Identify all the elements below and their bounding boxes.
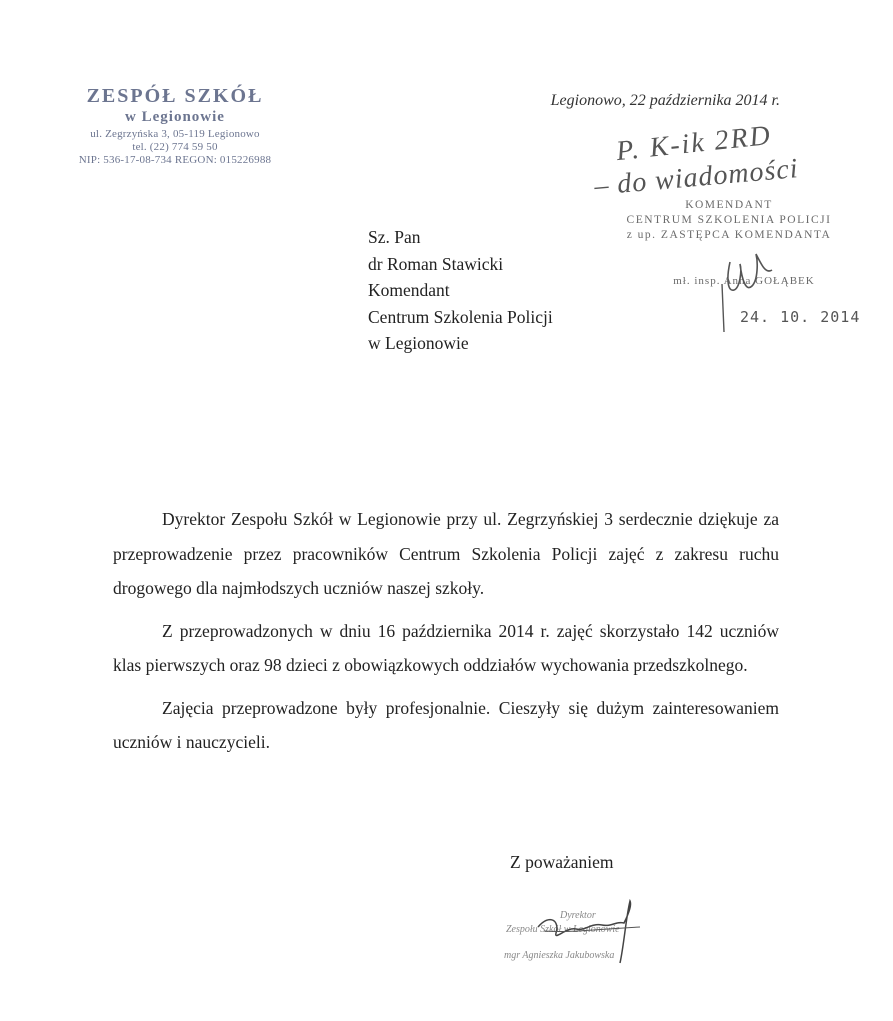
school-location: w Legionowie (125, 109, 225, 125)
letter-body (113, 502, 779, 768)
school-phone: tel. (22) 774 59 50 (132, 141, 218, 153)
closing-phrase: Z poważaniem (510, 852, 614, 872)
addressee-name: dr Roman Stawicki (368, 253, 504, 274)
handwritten-note-line1: P. K-ik 2RD (614, 119, 774, 168)
addressee-title: Komendant (368, 280, 450, 300)
handwritten-note-line2: – do wiadomości (592, 153, 800, 202)
director-stamp-line1: Dyrektor (560, 910, 596, 921)
body-paragraph-3: Zajęcia przeprowadzone były profesjonalnie. Cieszyły się dużym zainteresowaniem uczniów i nauczycieli. (113, 697, 779, 752)
addressee-city: w Legionowie (368, 333, 469, 353)
addressee-institution: Centrum Szkolenia Policji (368, 306, 553, 327)
director-stamp-line3: mgr Agnieszka Jakubowska (504, 950, 615, 961)
director-stamp-line2: Zespołu Szkół w Legionowie (506, 924, 620, 935)
received-date-stamp: 24. 10. 2014 (740, 308, 861, 326)
body-paragraph-1: Dyrektor Zespołu Szkół w Legionowie przy ul. Zegrzyńskiej 3 serdecznie dziękuje za przeprowadzenie przez pracowników Centrum Szkolenia Policji zajęć z zakresu ruchu drogowego dla najmłodszych uczniów naszej szkoły. (113, 509, 779, 598)
school-address: ul. Zegrzyńska 3, 05-119 Legionowo (90, 128, 260, 140)
school-name: ZESPÓŁ SZKÓŁ (86, 85, 264, 107)
addressee-block (368, 224, 553, 357)
addressee-salutation: Sz. Pan (368, 227, 421, 247)
school-header-stamp (40, 86, 310, 167)
komendant-stamp-line3: z up. ZASTĘPCA KOMENDANTA (626, 229, 832, 241)
school-ids: NIP: 536-17-08-734 REGON: 015226988 (78, 154, 272, 166)
letter-date: Legionowo, 22 października 2014 r. (550, 92, 780, 109)
komendant-stamp-name: mł. insp. Anna GOŁĄBEK (673, 275, 815, 287)
director-signature (520, 897, 680, 967)
komendant-stamp-line1: KOMENDANT (685, 199, 773, 211)
komendant-stamp (598, 198, 860, 243)
body-paragraph-2: Z przeprowadzonych w dniu 16 października 2014 r. zajęć skorzystało 142 uczniów klas pierwszych oraz 98 dzieci z obowiązkowych oddziałów wychowania przedszkolnego. (113, 620, 779, 675)
komendant-stamp-line2: CENTRUM SZKOLENIA POLICJI (626, 214, 832, 226)
